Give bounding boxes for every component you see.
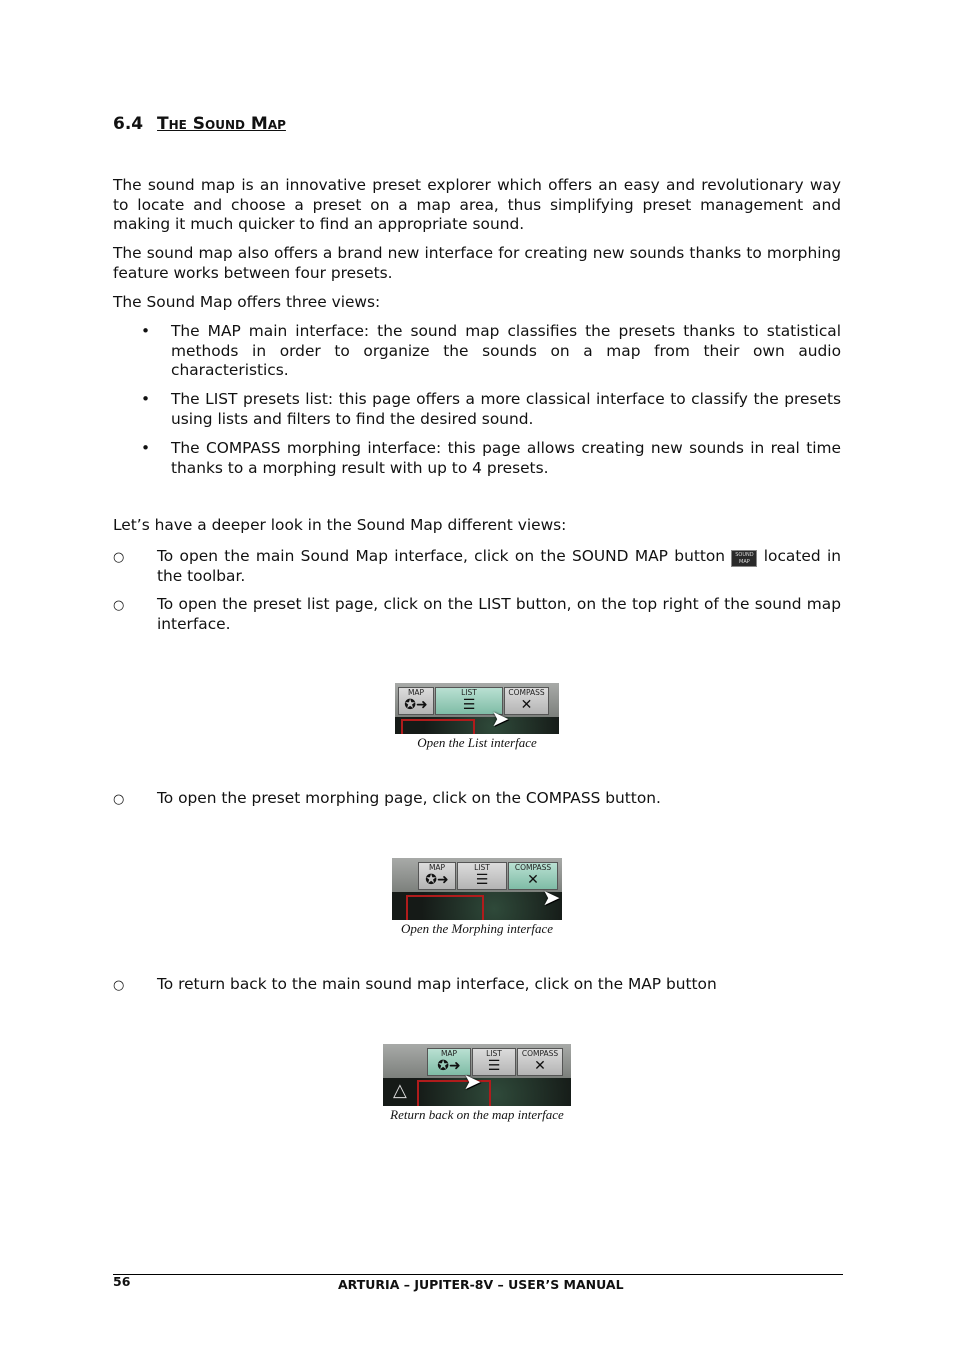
caption-morph: Open the Morphing interface [401, 921, 553, 936]
triangle-icon: △ [393, 1080, 407, 1101]
intro-paragraph-3: The Sound Map offers three views: [113, 293, 381, 311]
intro-paragraph-1: The sound map is an innovative preset explorer which offers an easy and revolutionary way to locate and choose a preset on a map area, thus simplifying preset management and making it much quicker to find an appropriate sound. [113, 176, 841, 234]
compass-button: COMPASS ✕ [504, 687, 549, 715]
page-number: 56 [113, 1274, 131, 1289]
step-open-main-text: To open the main Sound Map interface, click on the SOUND MAP button [157, 547, 726, 565]
map-icon: ✪➜ [425, 872, 449, 888]
toolbar-screenshot-compass [392, 858, 562, 920]
intro-paragraph-2: The sound map also offers a brand new interface for creating new sounds thanks to morphing feature works between four presets. [113, 244, 841, 282]
list-icon: ☰ [487, 1058, 501, 1074]
compass-button: COMPASS ✕ [517, 1048, 563, 1076]
caption-map: Return back on the map interface [390, 1107, 564, 1122]
compass-button: COMPASS ✕ [508, 862, 558, 890]
step-open-list-text: To open the preset list page, click on the LIST button, on the top right of the sound map interface. [157, 595, 841, 633]
compass-icon: ✕ [527, 872, 539, 888]
bullet-icon: • [141, 322, 151, 340]
map-button: MAP ✪➜ [427, 1048, 471, 1076]
bullet-text: The COMPASS morphing interface: this page allows creating new sounds in real time thanks to a morphing result with up to 4 presets. [171, 439, 841, 477]
bullet-icon: • [141, 439, 151, 457]
deeper-paragraph: Let’s have a deeper look in the Sound Map different views: [113, 516, 567, 534]
circle-bullet-icon: ○ [113, 598, 125, 613]
cursor-arrow-icon: ➤ [491, 707, 510, 732]
cursor-arrow-icon: ➤ [542, 886, 561, 911]
toolbar-screenshot-map [383, 1044, 571, 1106]
section-heading [113, 114, 286, 134]
list-icon: ☰ [475, 872, 489, 888]
sound-map-button-icon: SOUND MAP [731, 550, 757, 567]
caption-list: Open the List interface [417, 735, 537, 750]
list-button: LIST ☰ [457, 862, 507, 890]
section-title: The Sound Map [157, 114, 286, 134]
section-number: 6.4 [113, 114, 144, 134]
map-button: MAP ✪➜ [398, 687, 434, 715]
circle-bullet-icon: ○ [113, 792, 125, 807]
list-button: LIST ☰ [472, 1048, 516, 1076]
footer-rule [113, 1274, 843, 1275]
footer-title: ARTURIA – JUPITER-8V – USER’S MANUAL [338, 1277, 624, 1292]
map-icon: ✪➜ [404, 697, 428, 713]
toolbar-screenshot-list [395, 683, 559, 734]
map-icon: ✪➜ [437, 1058, 461, 1074]
cursor-arrow-icon: ➤ [463, 1070, 482, 1095]
compass-icon: ✕ [520, 697, 533, 713]
bullet-icon: • [141, 390, 151, 408]
list-button: LIST ☰ [435, 687, 503, 715]
map-button: MAP ✪➜ [418, 862, 456, 890]
compass-icon: ✕ [534, 1058, 546, 1074]
bullet-text: The LIST presets list: this page offers a more classical interface to classify the presets using lists and filters to find the desired sound. [171, 390, 841, 428]
circle-bullet-icon: ○ [113, 978, 125, 993]
bullet-text: The MAP main interface: the sound map classifies the presets thanks to statistical methods in order to organize the sounds on a map from their own audio characteristics. [171, 322, 841, 380]
list-icon: ☰ [462, 697, 476, 713]
step-open-main-text-after: located in the toolbar. [157, 547, 841, 585]
step-open-compass-text: To open the preset morphing page, click on the COMPASS button. [157, 789, 661, 807]
circle-bullet-icon: ○ [113, 550, 125, 565]
step-return-map-text: To return back to the main sound map interface, click on the MAP button [157, 975, 717, 993]
